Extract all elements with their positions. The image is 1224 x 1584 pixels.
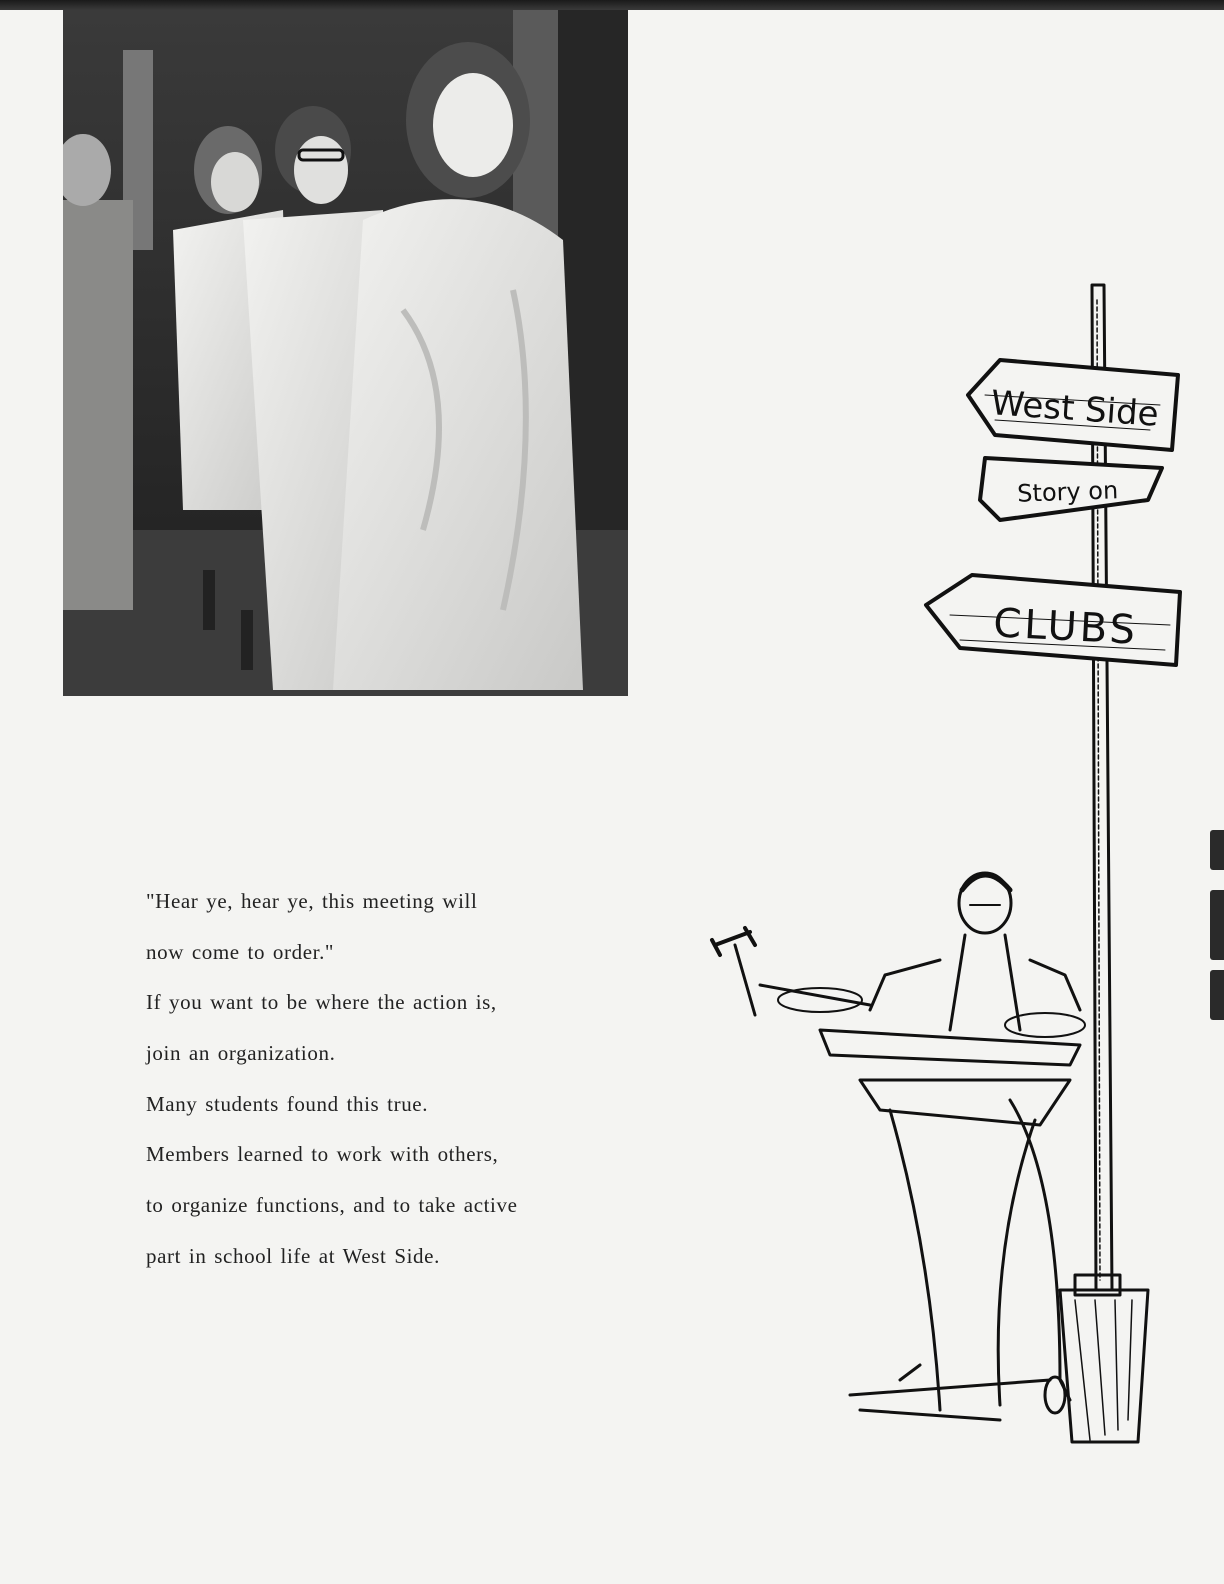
sign-text-west-side: West Side	[989, 383, 1160, 435]
body-copy	[146, 886, 616, 1292]
body-line: to organize functions, and to take active	[146, 1193, 518, 1218]
body-line: now come to order."	[146, 939, 335, 964]
body-line: If you want to be where the action is,	[146, 990, 497, 1015]
students-photo	[63, 10, 628, 696]
page-top-edge	[0, 0, 1224, 10]
body-line: join an organization.	[146, 1041, 336, 1066]
signpost-drawing	[700, 270, 1200, 1470]
sign-text-story-on: Story on	[1016, 476, 1119, 508]
sign-text-clubs: CLUBS	[992, 600, 1140, 654]
body-line: "Hear ye, hear ye, this meeting will	[146, 889, 478, 913]
body-line: Members learned to work with others,	[146, 1142, 499, 1167]
body-line: Many students found this true.	[146, 1091, 429, 1116]
binder-tabs	[1208, 830, 1224, 1030]
body-line: part in school life at West Side.	[146, 1243, 440, 1268]
